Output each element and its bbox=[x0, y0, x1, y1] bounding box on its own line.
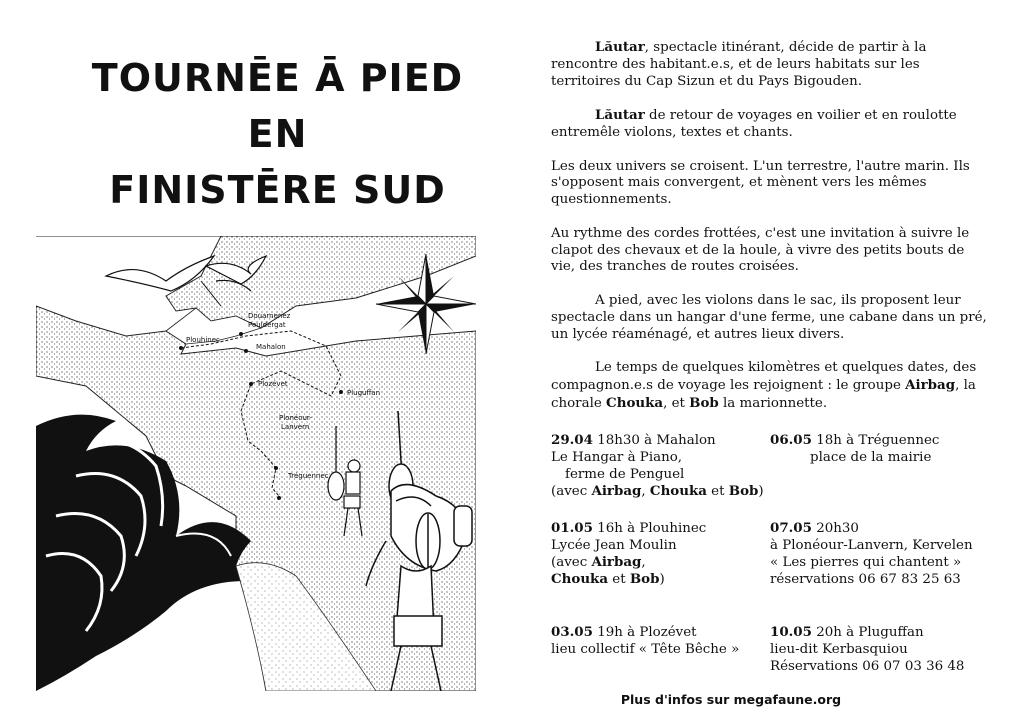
place-plozevet: Plozévet bbox=[258, 380, 288, 388]
intro-paragraph-4: Au rythme des cordes frottées, c'est une invitation à suivre le clapot des chevaux et de la houle, à vivre des petits bouts de vie, des tranches de routes croisées. bbox=[551, 225, 970, 275]
intro-paragraph-5: A pied, avec les violons dans le sac, ils proposent leur spectacle dans un hangar d'une ferme, une cabane dans un pré, un lycée réaménagé, et autres lieux divers. bbox=[551, 292, 987, 342]
company-name: Lăutar bbox=[595, 107, 645, 124]
place-lanvern: Lanvern bbox=[281, 423, 310, 431]
footer-more-info: Plus d'infos sur megafaune.org bbox=[620, 692, 842, 707]
intro-paragraph-2: Lăutar de retour de voyages en voilier et en roulotte entremêle violons, textes et chants. bbox=[551, 107, 957, 140]
place-pouldergat: Pouldergat bbox=[248, 321, 286, 329]
intro-paragraph-3: Les deux univers se croisent. L'un terrestre, l'autre marin. Ils s'opposent mais convergent, et mènent vers les mêmes questionnements. bbox=[551, 158, 970, 208]
place-plouhinec: Plouhinec bbox=[186, 336, 220, 344]
place-ploneour: Plonéour- bbox=[279, 414, 312, 422]
place-treguennec: Tréguennec bbox=[288, 472, 329, 480]
date-entry: 03.05 19h à Plozévet lieu collectif « Tête Bêche » bbox=[551, 624, 740, 657]
date-entry: 10.05 20h à Pluguffan lieu-dit Kerbasquiou Réservations 06 07 03 36 48 bbox=[770, 624, 965, 674]
tour-dates bbox=[551, 432, 991, 672]
company-name: Lăutar bbox=[595, 39, 645, 55]
date-entry: 06.05 18h à Tréguennec place de la mairie bbox=[770, 432, 940, 465]
date-entry: 29.04 18h30 à Mahalon Le Hangar à Piano, ferme de Penguel (avec Airbag, Chouka et Bob) bbox=[551, 432, 764, 499]
intro-paragraph-1: Lăutar, spectacle itinérant, décide de partir à la rencontre des habitant.e.s, et de leurs habitats sur les territoires du Cap Sizun et du Pays Bigouden. bbox=[551, 39, 927, 89]
title-line-1: TOURNĒE Ā PIED bbox=[91, 56, 464, 100]
intro-paragraph-6: Le temps de quelques kilomètres et quelques dates, des compagnon.e.s de voyage les rejoignent : le groupe Airbag, la chorale Chouka, et Bob la marionnette. bbox=[551, 360, 977, 411]
date-entry: 01.05 16h à Plouhinec Lycée Jean Moulin (avec Airbag, Chouka et Bob) bbox=[551, 520, 707, 587]
place-douarnenez: Douarnenez bbox=[248, 312, 291, 320]
map-illustration bbox=[36, 236, 476, 691]
title-line-3: FINISTĒRE SUD bbox=[109, 168, 446, 212]
intro-text bbox=[551, 39, 991, 429]
place-mahalon: Mahalon bbox=[256, 343, 286, 351]
date-entry: 07.05 20h30 à Plonéour-Lanvern, Kervelen « Les pierres qui chantent » réservations 06 67 83 25 63 bbox=[770, 520, 973, 587]
title-line-2: EN bbox=[247, 112, 308, 156]
poster-title bbox=[40, 50, 515, 218]
place-pluguffan: Pluguffan bbox=[347, 389, 381, 397]
